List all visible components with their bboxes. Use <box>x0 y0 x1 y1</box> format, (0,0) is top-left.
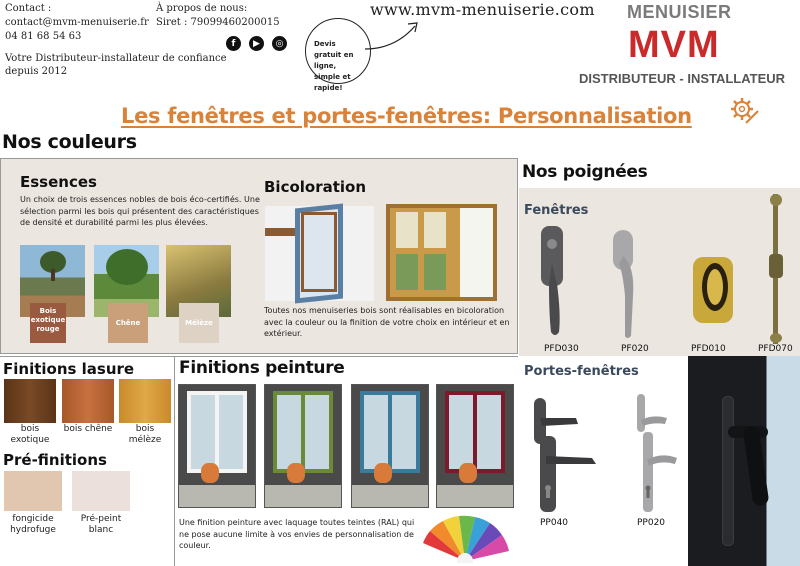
gear-icon <box>728 95 760 127</box>
essences-heading: Essences <box>20 173 97 191</box>
page-title: Les fenêtres et portes-fenêtres: Personnalisation <box>121 104 692 128</box>
contact-phone[interactable]: 04 81 68 54 63 <box>5 31 82 42</box>
door-white-image <box>178 384 256 508</box>
prefinition-fungicide-label: fongicide hydrofuge <box>10 514 56 535</box>
lasure-oak-label: bois chêne <box>63 424 113 434</box>
handle-pfd070-icon <box>764 194 788 344</box>
contact-label: Contact : <box>5 3 52 14</box>
code-pfd010: PFD010 <box>691 344 726 354</box>
code-pfd070: PFD070 <box>758 344 793 354</box>
logo-bottom-text: DISTRIBUTEUR - INSTALLATEUR <box>579 71 786 86</box>
door-handle-photo <box>688 356 800 566</box>
lasure-larch-swatch <box>119 379 171 423</box>
logo-top-text: MENUISIER <box>627 2 732 22</box>
larch-label: Mélèze <box>185 319 213 327</box>
bicolor-window-image <box>265 206 374 301</box>
doors-handles-heading: Portes-fenêtres <box>524 364 639 379</box>
horizontal-divider <box>0 356 518 357</box>
handle-pp020-icon <box>633 392 693 516</box>
handle-pfd010-icon <box>691 255 737 331</box>
handle-pp040-icon <box>528 394 608 516</box>
handles-heading: Nos poignées <box>522 162 648 182</box>
essences-text: Un choix de trois essences nobles de bois éco-certifiés. Une sélection parmi les bois qui présentent des caractéristiques de densité et durabilité parmi les plus élevées. <box>20 195 260 227</box>
door-blue-image <box>351 384 429 508</box>
instagram-icon[interactable]: ◎ <box>272 36 287 51</box>
oak-label: Chêne <box>115 319 141 327</box>
code-pp020: PP020 <box>637 518 666 528</box>
bicoloration-heading: Bicoloration <box>264 178 367 196</box>
color-fan-image <box>420 505 510 563</box>
handle-pf020-icon <box>609 226 641 342</box>
logo-brand: MVM <box>628 24 720 66</box>
code-pp040: PP040 <box>540 518 569 528</box>
colors-heading: Nos couleurs <box>2 131 137 153</box>
code-pfd030: PFD030 <box>544 344 579 354</box>
bicoloration-text: Toutes nos menuiseries bois sont réalisables en bicoloration avec la couleur ou la finition de votre choix en intérieur et en extérieur. <box>264 306 510 338</box>
lasure-heading: Finitions lasure <box>3 360 135 378</box>
prefinition-white-label: Pré-peint blanc <box>80 514 122 535</box>
paint-heading: Finitions peinture <box>179 358 345 378</box>
arrow-doodle-icon <box>360 14 430 54</box>
lasure-larch-label: bois mélèze <box>128 424 162 445</box>
section-divider <box>174 357 175 566</box>
prefinitions-heading: Pré-finitions <box>3 451 107 469</box>
code-pf020: PF020 <box>621 344 649 354</box>
free-quote-bubble[interactable]: Devis gratuit en ligne, simple et rapide! <box>305 18 371 84</box>
paint-text: Une finition peinture avec laquage toutes teintes (RAL) qui ne pose aucune limite à vos envies de personnalisation de couleur. <box>179 518 415 550</box>
door-green-image <box>264 384 342 508</box>
handle-pfd030-icon <box>537 224 569 340</box>
tagline: Votre Distributeur-installateur de confiance depuis 2012 <box>5 53 227 77</box>
contact-email[interactable]: contact@mvm-menuiserie.fr <box>5 17 149 28</box>
lasure-exotic-label: bois exotique <box>10 424 50 445</box>
website-link[interactable]: www.mvm-menuiserie.com <box>370 0 595 19</box>
lasure-exotic-swatch <box>4 379 56 423</box>
door-red-image <box>436 384 514 508</box>
facebook-icon[interactable]: f <box>226 36 241 51</box>
about-block <box>156 2 280 30</box>
exotic-wood-label: Bois exotique rouge <box>30 307 66 333</box>
about-label: À propos de nous: <box>156 3 248 14</box>
lasure-oak-swatch <box>62 379 114 423</box>
youtube-icon[interactable]: ▶ <box>249 36 264 51</box>
siret-number: Siret : 79099460200015 <box>156 17 280 28</box>
prefinition-white-swatch <box>72 471 130 511</box>
prefinition-fungicide-swatch <box>4 471 62 511</box>
bicolor-door-image <box>386 204 497 301</box>
contact-block <box>5 2 149 44</box>
windows-handles-heading: Fenêtres <box>524 203 589 218</box>
